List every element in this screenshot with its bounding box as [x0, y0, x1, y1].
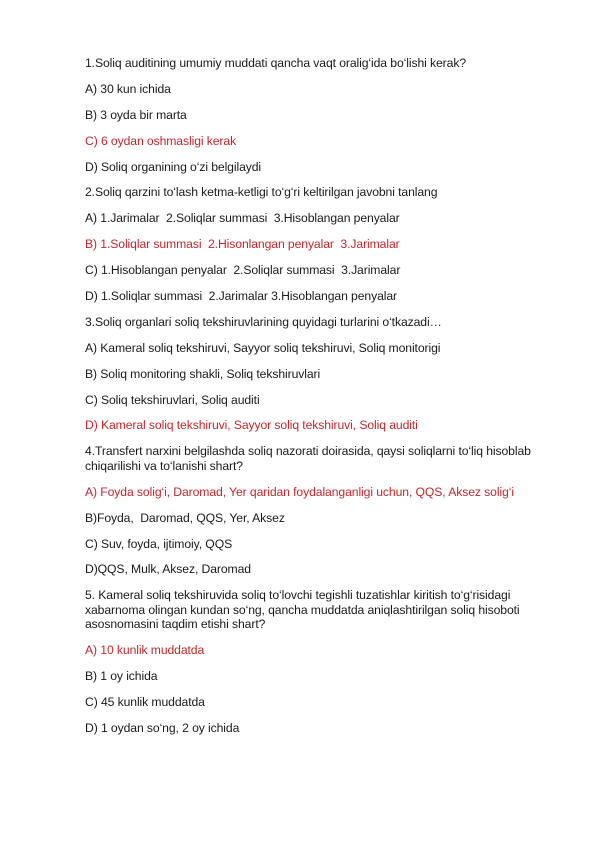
question-5: 5. Kameral soliq tekshiruvida soliq to‘lovchi tegishli tuzatishlar kiritish to‘g‘risidagi xabarnoma olingan kundan so‘ng, qancha muddatda aniqlashtirilgan soliq hisoboti asosnomasini taqdim etishi shart? [85, 588, 523, 632]
question-1-option-b: B) 3 oyda bir marta [85, 107, 187, 122]
question-2-option-d: D) 1.Soliqlar summasi 2.Jarimalar 3.Hisoblangan penyalar [85, 289, 397, 304]
question-3: 3.Soliq organlari soliq tekshiruvlarining quyidagi turlarini o‘tkazadi… [85, 314, 442, 329]
question-4-option-b: B)Foyda, Daromad, QQS, Yer, Aksez [85, 510, 285, 525]
question-2-option-b-correct: B) 1.Soliqlar summasi 2.Hisonlangan penyalar 3.Jarimalar [85, 237, 400, 252]
question-3-option-b: B) Soliq monitoring shakli, Soliq tekshiruvlari [85, 366, 321, 381]
question-5-option-c: C) 45 kunlik muddatda [85, 694, 205, 709]
question-3-option-c: C) Soliq tekshiruvlari, Soliq auditi [85, 392, 260, 407]
question-5-option-b: B) 1 oy ichida [85, 669, 158, 684]
question-1: 1.Soliq auditining umumiy muddati qancha vaqt oralig‘ida bo‘lishi kerak? [85, 56, 466, 70]
question-4-option-c: C) Suv, foyda, ijtimoiy, QQS [85, 536, 233, 551]
question-3-option-a: A) Kameral soliq tekshiruvi, Sayyor soliq tekshiruvi, Soliq monitorigi [85, 340, 441, 355]
question-4-option-d: D)QQS, Mulk, Aksez, Daromad [85, 562, 251, 577]
question-1-option-a: A) 30 kun ichida [85, 81, 171, 96]
question-3-option-d-correct: D) Kameral soliq tekshiruvi, Sayyor soliq tekshiruvi, Soliq auditi [85, 418, 418, 433]
question-2-option-a: A) 1.Jarimalar 2.Soliqlar summasi 3.Hisoblangan penyalar [85, 211, 400, 226]
question-4-option-a-correct: A) Foyda solig‘i, Daromad, Yer qaridan foydalanganligi uchun, QQS, Aksez solig‘i [85, 484, 514, 499]
question-5-option-a-correct: A) 10 kunlik muddatda [85, 643, 205, 658]
question-1-option-c-correct: C) 6 oydan oshmasligi kerak [85, 133, 237, 148]
question-2-option-c: C) 1.Hisoblangan penyalar 2.Soliqlar summasi 3.Jarimalar [85, 263, 401, 278]
question-1-option-d: D) Soliq organining o‘zi belgilaydi [85, 159, 262, 174]
question-2: 2.Soliq qarzini to‘lash ketma-ketligi to‘g‘ri keltirilgan javobni tanlang [85, 185, 438, 200]
question-4: 4.Transfert narxini belgilashda soliq nazorati doirasida, qaysi soliqlarni to‘liq hisoblab chiqarilishi va to‘lanishi shart? [85, 444, 535, 473]
question-5-option-d: D) 1 oydan so‘ng, 2 oy ichida [85, 720, 240, 735]
